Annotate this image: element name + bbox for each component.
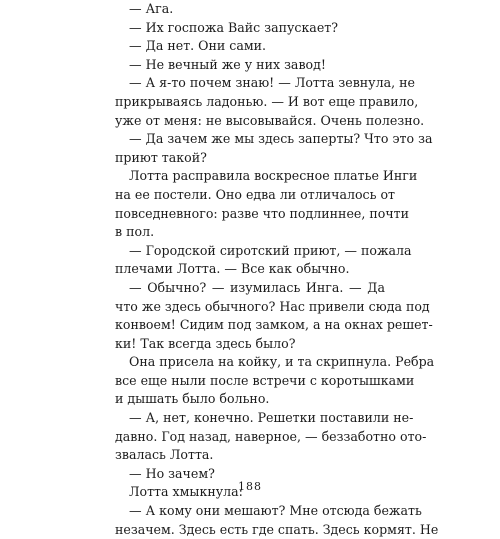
text-line: Она присела на койку, и та скрипнула. Ребра [129, 354, 435, 370]
text-line: — Обычно? — изумилась Инга. — Да [129, 279, 385, 295]
text-line: и дышать было больно. [115, 391, 270, 407]
text-line: звалась Лотта. [115, 447, 214, 463]
text-line: что же здесь обычного? Нас привели сюда под [115, 298, 430, 314]
text-line: — А кому они мешают? Мне отсюда бежать [129, 503, 422, 519]
text-line: все еще ныли после встречи с коротышками [115, 372, 415, 388]
text-line: уже от меня: не высовывайся. Очень полезно. [115, 112, 425, 128]
text-line: давно. Год назад, наверное, — беззаботно ото- [115, 428, 427, 444]
text-line: — Их госпожа Вайс запускает? [129, 19, 338, 35]
text-line: — А я-то почем знаю! — Лотта зевнула, не [129, 75, 415, 91]
text-line: плечами Лотта. — Все как обычно. [115, 261, 350, 277]
text-line: — Не вечный же у них завод! [129, 56, 326, 72]
text-line: Лотта хмыкнула: [129, 484, 243, 500]
text-line: прикрываясь ладонью. — И вот еще правило, [115, 93, 419, 109]
text-line: ки! Так всегда здесь было? [115, 335, 296, 351]
text-line: — Ага. [129, 1, 174, 16]
text-line: повседневного: разве что подлиннее, почти [115, 205, 410, 221]
text-line: — Да зачем же мы здесь заперты? Что это за [129, 131, 433, 147]
page-text [115, 0, 439, 539]
text-line: на ее постели. Оно едва ли отличалось от [115, 186, 395, 202]
text-line: конвоем! Сидим под замком, а на окнах решет- [115, 317, 433, 333]
text-line: незачем. Здесь есть где спать. Здесь кормят. Не [115, 521, 439, 537]
text-line: — Да нет. Они сами. [129, 38, 267, 54]
text-line: — Городской сиротский приют, — пожала [129, 242, 412, 258]
text-line: приют такой? [115, 149, 207, 165]
page-number: 188 [238, 480, 262, 493]
text-line: Лотта расправила воскресное платье Инги [129, 168, 418, 184]
text-line: в пол. [115, 224, 155, 240]
text-line: — А, нет, конечно. Решетки поставили не- [129, 410, 414, 426]
text-line: — Но зачем? [129, 465, 215, 481]
